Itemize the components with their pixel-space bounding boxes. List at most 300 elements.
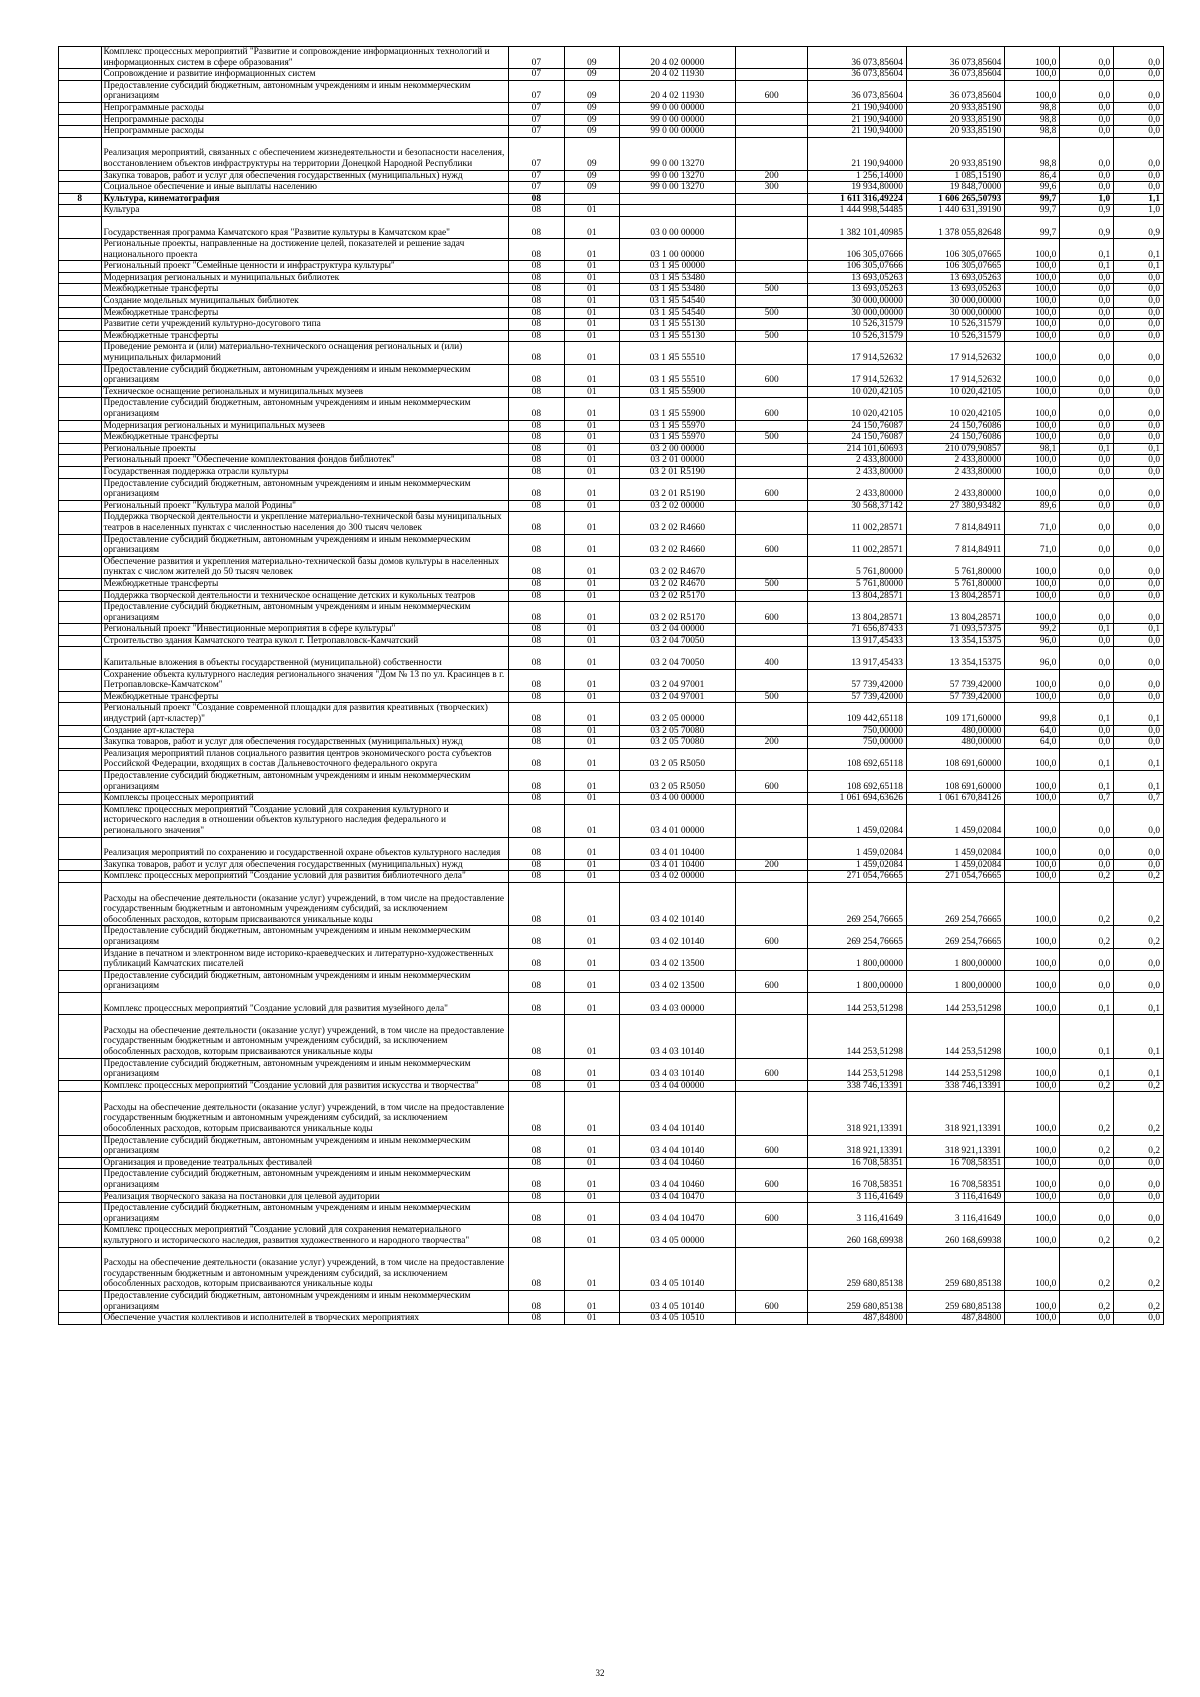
subsection-code-cell: 01 — [564, 420, 619, 432]
section-code-cell: 08 — [508, 420, 564, 432]
target-article-code-cell: 03 4 05 10510 — [619, 1313, 735, 1325]
table-row — [59, 1135, 1164, 1157]
row-number-cell — [59, 1313, 102, 1325]
actual-amount-cell: 106 305,07665 — [906, 239, 1004, 261]
expense-type-code-cell: 200 — [735, 170, 808, 182]
share-1-cell: 0,0 — [1060, 478, 1114, 500]
row-number-cell — [59, 500, 102, 512]
item-name-cell: Предоставление субсидий бюджетным, автономным учреждениям и иным некоммерческим организациям — [101, 1291, 508, 1313]
item-name-cell: Предоставление субсидий бюджетным, автономным учреждениям и иным некоммерческим организациям — [101, 534, 508, 556]
actual-amount-cell: 24 150,76086 — [906, 432, 1004, 444]
target-article-code-cell: 03 0 00 00000 — [619, 216, 735, 238]
target-article-code-cell: 03 2 04 00000 — [619, 624, 735, 636]
target-article-code-cell: 03 2 01 R5190 — [619, 478, 735, 500]
section-code-cell: 08 — [508, 703, 564, 725]
planned-amount-cell: 144 253,51298 — [808, 1058, 906, 1080]
item-name-cell: Расходы на обеспечение деятельности (оказание услуг) учреждений, в том числе на предоставление государственным бюджетным и автономным учреждениям субсидий, за исключением обособленных расходов, которым присваиваются уникальные коды — [101, 1092, 508, 1135]
share-1-cell: 0,0 — [1060, 1169, 1114, 1191]
share-2-cell: 0,1 — [1114, 624, 1164, 636]
actual-amount-cell: 1 378 055,82648 — [906, 216, 1004, 238]
row-number-cell — [59, 284, 102, 296]
expense-type-code-cell — [735, 126, 808, 138]
table-row — [59, 47, 1164, 69]
item-name-cell: Культура — [101, 205, 508, 217]
row-number-cell — [59, 364, 102, 386]
subsection-code-cell: 01 — [564, 261, 619, 273]
planned-amount-cell: 2 433,80000 — [808, 478, 906, 500]
row-number-cell — [59, 80, 102, 102]
planned-amount-cell: 1 459,02084 — [808, 859, 906, 871]
share-2-cell: 0,0 — [1114, 948, 1164, 970]
table-row — [59, 386, 1164, 398]
planned-amount-cell: 260 168,69938 — [808, 1225, 906, 1247]
actual-amount-cell: 3 116,41649 — [906, 1203, 1004, 1225]
actual-amount-cell: 3 116,41649 — [906, 1191, 1004, 1203]
share-1-cell: 0,0 — [1060, 804, 1114, 837]
item-name-cell: Развитие сети учреждений культурно-досугового типа — [101, 319, 508, 331]
subsection-code-cell: 01 — [564, 635, 619, 647]
section-code-cell: 07 — [508, 170, 564, 182]
row-number-cell — [59, 342, 102, 364]
actual-amount-cell: 1 085,15190 — [906, 170, 1004, 182]
item-name-cell: Создание арт-кластера — [101, 725, 508, 737]
planned-amount-cell: 10 020,42105 — [808, 386, 906, 398]
share-2-cell: 0,0 — [1114, 1157, 1164, 1169]
actual-amount-cell: 16 708,58351 — [906, 1169, 1004, 1191]
share-2-cell: 0,1 — [1114, 261, 1164, 273]
row-number-cell — [59, 272, 102, 284]
section-code-cell: 08 — [508, 837, 564, 859]
execution-percent-cell: 100,0 — [1005, 1169, 1060, 1191]
expense-type-code-cell — [735, 703, 808, 725]
actual-amount-cell: 2 433,80000 — [906, 466, 1004, 478]
actual-amount-cell: 1 800,00000 — [906, 948, 1004, 970]
item-name-cell: Межбюджетные трансферты — [101, 284, 508, 296]
item-name-cell: Строительство здания Камчатского театра кукол г. Петропавловск-Камчатский — [101, 635, 508, 647]
actual-amount-cell: 318 921,13391 — [906, 1092, 1004, 1135]
row-number-cell — [59, 837, 102, 859]
actual-amount-cell: 30 000,00000 — [906, 296, 1004, 308]
table-row — [59, 602, 1164, 624]
planned-amount-cell: 271 054,76665 — [808, 871, 906, 883]
expense-type-code-cell: 600 — [735, 398, 808, 420]
share-2-cell: 1,0 — [1114, 205, 1164, 217]
execution-percent-cell: 100,0 — [1005, 386, 1060, 398]
section-code-cell: 08 — [508, 1191, 564, 1203]
subsection-code-cell: 01 — [564, 837, 619, 859]
share-1-cell: 0,0 — [1060, 859, 1114, 871]
page-number: 32 — [595, 1668, 605, 1678]
expense-type-code-cell: 500 — [735, 691, 808, 703]
section-code-cell: 08 — [508, 1157, 564, 1169]
share-2-cell: 0,0 — [1114, 512, 1164, 534]
target-article-code-cell: 03 2 04 97001 — [619, 669, 735, 691]
target-article-code-cell: 03 4 01 10400 — [619, 837, 735, 859]
target-article-code-cell: 03 4 02 10140 — [619, 926, 735, 948]
expense-type-code-cell — [735, 272, 808, 284]
row-number-cell — [59, 970, 102, 992]
row-number-cell — [59, 534, 102, 556]
item-name-cell: Предоставление субсидий бюджетным, автономным учреждениям и иным некоммерческим организациям — [101, 80, 508, 102]
budget-table — [58, 46, 1164, 1325]
planned-amount-cell: 17 914,52632 — [808, 342, 906, 364]
subsection-code-cell: 01 — [564, 948, 619, 970]
expense-type-code-cell: 400 — [735, 647, 808, 669]
subsection-code-cell: 01 — [564, 1092, 619, 1135]
item-name-cell: Сохранение объекта культурного наследия регионального значения "Дом № 13 по ул. Красинцев в г. Петропавловске-Камчатском" — [101, 669, 508, 691]
actual-amount-cell: 36 073,85604 — [906, 69, 1004, 81]
planned-amount-cell: 21 190,94000 — [808, 114, 906, 126]
expense-type-code-cell — [735, 669, 808, 691]
item-name-cell: Комплекс процессных мероприятий "Развитие и сопровождение информационных технологий и информационных систем в сфере образования" — [101, 47, 508, 69]
target-article-code-cell: 03 1 Я5 55900 — [619, 398, 735, 420]
actual-amount-cell: 71 093,57375 — [906, 624, 1004, 636]
section-code-cell: 08 — [508, 534, 564, 556]
target-article-code-cell: 03 1 Я5 55130 — [619, 330, 735, 342]
table-body — [59, 47, 1164, 1325]
section-code-cell: 08 — [508, 1058, 564, 1080]
subsection-code-cell: 01 — [564, 1191, 619, 1203]
expense-type-code-cell — [735, 1015, 808, 1058]
subsection-code-cell: 01 — [564, 1080, 619, 1092]
share-2-cell: 0,0 — [1114, 602, 1164, 624]
target-article-code-cell: 03 1 Я5 55900 — [619, 386, 735, 398]
section-code-cell: 08 — [508, 669, 564, 691]
expense-type-code-cell — [735, 1080, 808, 1092]
table-row — [59, 748, 1164, 770]
execution-percent-cell: 100,0 — [1005, 1080, 1060, 1092]
share-2-cell: 0,2 — [1114, 926, 1164, 948]
table-row — [59, 771, 1164, 793]
target-article-code-cell: 03 4 02 00000 — [619, 871, 735, 883]
actual-amount-cell: 1 459,02084 — [906, 804, 1004, 837]
target-article-code-cell: 03 4 04 10460 — [619, 1169, 735, 1191]
execution-percent-cell: 100,0 — [1005, 1247, 1060, 1290]
target-article-code-cell: 03 2 05 R5050 — [619, 771, 735, 793]
row-number-cell — [59, 47, 102, 69]
section-code-cell: 08 — [508, 793, 564, 805]
share-1-cell: 0,0 — [1060, 420, 1114, 432]
expense-type-code-cell — [735, 102, 808, 114]
section-code-cell: 07 — [508, 80, 564, 102]
target-article-code-cell: 03 1 Я5 55130 — [619, 319, 735, 331]
actual-amount-cell: 2 433,80000 — [906, 455, 1004, 467]
share-2-cell: 0,2 — [1114, 871, 1164, 883]
target-article-code-cell: 20 4 02 00000 — [619, 47, 735, 69]
execution-percent-cell: 100,0 — [1005, 992, 1060, 1014]
expense-type-code-cell — [735, 590, 808, 602]
target-article-code-cell: 99 0 00 13270 — [619, 170, 735, 182]
execution-percent-cell: 99,8 — [1005, 703, 1060, 725]
share-2-cell: 0,0 — [1114, 534, 1164, 556]
section-code-cell: 08 — [508, 1247, 564, 1290]
share-2-cell: 0,0 — [1114, 80, 1164, 102]
execution-percent-cell: 71,0 — [1005, 512, 1060, 534]
target-article-code-cell: 03 2 04 97001 — [619, 691, 735, 703]
expense-type-code-cell — [735, 871, 808, 883]
section-code-cell: 08 — [508, 1135, 564, 1157]
section-code-cell: 08 — [508, 239, 564, 261]
item-name-cell: Издание в печатном и электронном виде историко-краеведческих и литературно-художественных публикаций Камчатских писателей — [101, 948, 508, 970]
row-number-cell — [59, 1191, 102, 1203]
subsection-code-cell: 01 — [564, 669, 619, 691]
share-2-cell: 0,2 — [1114, 1080, 1164, 1092]
subsection-code-cell: 01 — [564, 500, 619, 512]
execution-percent-cell: 100,0 — [1005, 47, 1060, 69]
table-row — [59, 193, 1164, 205]
share-1-cell: 0,0 — [1060, 398, 1114, 420]
share-1-cell: 0,1 — [1060, 748, 1114, 770]
expense-type-code-cell — [735, 193, 808, 205]
planned-amount-cell: 24 150,76087 — [808, 420, 906, 432]
expense-type-code-cell: 600 — [735, 771, 808, 793]
share-1-cell: 0,0 — [1060, 69, 1114, 81]
share-2-cell: 0,0 — [1114, 102, 1164, 114]
target-article-code-cell: 03 4 04 10140 — [619, 1092, 735, 1135]
table-row — [59, 691, 1164, 703]
expense-type-code-cell — [735, 443, 808, 455]
target-article-code-cell: 99 0 00 13270 — [619, 137, 735, 170]
share-2-cell: 0,0 — [1114, 272, 1164, 284]
row-number-cell — [59, 948, 102, 970]
expense-type-code-cell: 300 — [735, 182, 808, 194]
target-article-code-cell: 99 0 00 00000 — [619, 126, 735, 138]
subsection-code-cell: 01 — [564, 771, 619, 793]
target-article-code-cell: 03 2 04 70050 — [619, 635, 735, 647]
row-number-cell — [59, 398, 102, 420]
item-name-cell: Комплекс процессных мероприятий "Создание условий для развития искусства и творчества" — [101, 1080, 508, 1092]
row-number-cell — [59, 1092, 102, 1135]
share-1-cell: 0,2 — [1060, 1225, 1114, 1247]
share-1-cell: 0,0 — [1060, 182, 1114, 194]
actual-amount-cell: 13 693,05263 — [906, 272, 1004, 284]
execution-percent-cell: 98,8 — [1005, 102, 1060, 114]
row-number-cell — [59, 992, 102, 1014]
expense-type-code-cell — [735, 500, 808, 512]
share-2-cell: 0,0 — [1114, 69, 1164, 81]
expense-type-code-cell — [735, 261, 808, 273]
planned-amount-cell: 318 921,13391 — [808, 1135, 906, 1157]
table-row — [59, 703, 1164, 725]
actual-amount-cell: 13 804,28571 — [906, 590, 1004, 602]
row-number-cell — [59, 691, 102, 703]
share-1-cell: 0,0 — [1060, 80, 1114, 102]
subsection-code-cell: 01 — [564, 647, 619, 669]
table-row — [59, 126, 1164, 138]
execution-percent-cell: 100,0 — [1005, 669, 1060, 691]
share-1-cell: 0,1 — [1060, 1058, 1114, 1080]
share-2-cell: 0,0 — [1114, 386, 1164, 398]
section-code-cell: 08 — [508, 804, 564, 837]
planned-amount-cell: 1 459,02084 — [808, 804, 906, 837]
share-2-cell: 0,1 — [1114, 443, 1164, 455]
section-code-cell: 08 — [508, 364, 564, 386]
share-1-cell: 0,0 — [1060, 500, 1114, 512]
item-name-cell: Предоставление субсидий бюджетным, автономным учреждениям и иным некоммерческим организациям — [101, 1135, 508, 1157]
actual-amount-cell: 17 914,52632 — [906, 342, 1004, 364]
item-name-cell: Закупка товаров, работ и услуг для обеспечения государственных (муниципальных) нужд — [101, 170, 508, 182]
target-article-code-cell: 03 2 04 70050 — [619, 647, 735, 669]
target-article-code-cell: 03 2 01 R5190 — [619, 466, 735, 478]
subsection-code-cell: 01 — [564, 703, 619, 725]
item-name-cell: Модернизация региональных и муниципальных музеев — [101, 420, 508, 432]
table-row — [59, 647, 1164, 669]
row-number-cell — [59, 871, 102, 883]
share-2-cell: 0,0 — [1114, 182, 1164, 194]
execution-percent-cell: 100,0 — [1005, 882, 1060, 925]
share-2-cell: 0,0 — [1114, 170, 1164, 182]
section-code-cell: 08 — [508, 455, 564, 467]
table-row — [59, 296, 1164, 308]
row-number-cell — [59, 420, 102, 432]
item-name-cell: Региональные проекты, направленные на достижение целей, показателей и решение задач национального проекта — [101, 239, 508, 261]
subsection-code-cell: 01 — [564, 725, 619, 737]
share-2-cell: 0,0 — [1114, 590, 1164, 602]
subsection-code-cell: 01 — [564, 216, 619, 238]
share-2-cell: 0,0 — [1114, 1169, 1164, 1191]
item-name-cell: Государственная поддержка отрасли культуры — [101, 466, 508, 478]
share-1-cell: 0,0 — [1060, 272, 1114, 284]
share-2-cell: 0,0 — [1114, 647, 1164, 669]
share-1-cell: 0,0 — [1060, 1203, 1114, 1225]
actual-amount-cell: 1 459,02084 — [906, 859, 1004, 871]
share-1-cell: 0,0 — [1060, 590, 1114, 602]
item-name-cell: Предоставление субсидий бюджетным, автономным учреждениям и иным некоммерческим организациям — [101, 771, 508, 793]
section-code-cell: 08 — [508, 398, 564, 420]
planned-amount-cell: 10 020,42105 — [808, 398, 906, 420]
expense-type-code-cell — [735, 556, 808, 578]
actual-amount-cell: 27 380,93482 — [906, 500, 1004, 512]
share-2-cell: 0,0 — [1114, 578, 1164, 590]
item-name-cell: Предоставление субсидий бюджетным, автономным учреждениям и иным некоммерческим организациям — [101, 478, 508, 500]
planned-amount-cell: 16 708,58351 — [808, 1157, 906, 1169]
target-article-code-cell: 03 4 04 10470 — [619, 1203, 735, 1225]
execution-percent-cell: 99,6 — [1005, 182, 1060, 194]
table-row — [59, 1247, 1164, 1290]
row-number-cell — [59, 859, 102, 871]
share-2-cell: 0,0 — [1114, 47, 1164, 69]
target-article-code-cell: 03 1 Я5 00000 — [619, 261, 735, 273]
execution-percent-cell: 100,0 — [1005, 771, 1060, 793]
subsection-code-cell: 01 — [564, 330, 619, 342]
share-2-cell: 0,1 — [1114, 703, 1164, 725]
row-number-cell — [59, 455, 102, 467]
item-name-cell: Межбюджетные трансферты — [101, 691, 508, 703]
table-row — [59, 1225, 1164, 1247]
expense-type-code-cell — [735, 216, 808, 238]
expense-type-code-cell: 600 — [735, 1291, 808, 1313]
expense-type-code-cell — [735, 466, 808, 478]
execution-percent-cell: 100,0 — [1005, 319, 1060, 331]
execution-percent-cell: 100,0 — [1005, 420, 1060, 432]
execution-percent-cell: 100,0 — [1005, 970, 1060, 992]
share-2-cell: 0,1 — [1114, 992, 1164, 1014]
target-article-code-cell: 03 2 05 00000 — [619, 703, 735, 725]
row-number-cell — [59, 635, 102, 647]
share-1-cell: 0,9 — [1060, 216, 1114, 238]
section-code-cell: 08 — [508, 882, 564, 925]
row-number-cell — [59, 1247, 102, 1290]
table-row — [59, 578, 1164, 590]
row-number-cell — [59, 205, 102, 217]
planned-amount-cell: 24 150,76087 — [808, 432, 906, 444]
row-number-cell — [59, 261, 102, 273]
table-row — [59, 261, 1164, 273]
target-article-code-cell: 03 1 Я5 54540 — [619, 296, 735, 308]
item-name-cell: Комплекс процессных мероприятий "Создание условий для развития библиотечного дела" — [101, 871, 508, 883]
section-code-cell: 08 — [508, 948, 564, 970]
execution-percent-cell: 100,0 — [1005, 296, 1060, 308]
execution-percent-cell: 100,0 — [1005, 398, 1060, 420]
planned-amount-cell: 144 253,51298 — [808, 992, 906, 1014]
item-name-cell: Модернизация региональных и муниципальных библиотек — [101, 272, 508, 284]
actual-amount-cell: 269 254,76665 — [906, 926, 1004, 948]
table-row — [59, 590, 1164, 602]
actual-amount-cell: 144 253,51298 — [906, 1058, 1004, 1080]
planned-amount-cell: 269 254,76665 — [808, 882, 906, 925]
share-2-cell: 0,0 — [1114, 284, 1164, 296]
subsection-code-cell: 01 — [564, 624, 619, 636]
execution-percent-cell: 100,0 — [1005, 284, 1060, 296]
share-1-cell: 0,0 — [1060, 1157, 1114, 1169]
row-number-cell — [59, 239, 102, 261]
row-number-cell — [59, 137, 102, 170]
share-2-cell: 0,2 — [1114, 1291, 1164, 1313]
expense-type-code-cell — [735, 725, 808, 737]
table-row — [59, 859, 1164, 871]
target-article-code-cell: 03 4 02 13500 — [619, 970, 735, 992]
subsection-code-cell: 01 — [564, 466, 619, 478]
section-code-cell: 08 — [508, 330, 564, 342]
item-name-cell: Организация и проведение театральных фестивалей — [101, 1157, 508, 1169]
section-code-cell: 08 — [508, 319, 564, 331]
execution-percent-cell: 100,0 — [1005, 556, 1060, 578]
item-name-cell: Капитальные вложения в объекты государственной (муниципальной) собственности — [101, 647, 508, 669]
share-2-cell: 0,0 — [1114, 398, 1164, 420]
item-name-cell: Техническое оснащение региональных и муниципальных музеев — [101, 386, 508, 398]
share-2-cell: 1,1 — [1114, 193, 1164, 205]
target-article-code-cell: 03 2 02 R4660 — [619, 512, 735, 534]
execution-percent-cell: 98,8 — [1005, 114, 1060, 126]
planned-amount-cell: 10 526,31579 — [808, 330, 906, 342]
subsection-code-cell: 09 — [564, 182, 619, 194]
expense-type-code-cell: 600 — [735, 1169, 808, 1191]
share-1-cell: 0,2 — [1060, 1135, 1114, 1157]
table-row — [59, 466, 1164, 478]
share-1-cell: 0,1 — [1060, 771, 1114, 793]
planned-amount-cell: 487,84800 — [808, 1313, 906, 1325]
expense-type-code-cell: 500 — [735, 307, 808, 319]
row-number-cell — [59, 512, 102, 534]
execution-percent-cell: 86,4 — [1005, 170, 1060, 182]
planned-amount-cell: 750,00000 — [808, 737, 906, 749]
expense-type-code-cell: 600 — [735, 478, 808, 500]
section-code-cell: 08 — [508, 478, 564, 500]
row-number-cell — [59, 703, 102, 725]
expense-type-code-cell: 600 — [735, 602, 808, 624]
share-1-cell: 0,1 — [1060, 624, 1114, 636]
share-1-cell: 0,0 — [1060, 556, 1114, 578]
share-1-cell: 0,0 — [1060, 466, 1114, 478]
share-2-cell: 0,0 — [1114, 330, 1164, 342]
target-article-code-cell: 03 4 05 10140 — [619, 1291, 735, 1313]
table-row — [59, 443, 1164, 455]
expense-type-code-cell: 200 — [735, 859, 808, 871]
target-article-code-cell: 99 0 00 00000 — [619, 102, 735, 114]
subsection-code-cell: 09 — [564, 102, 619, 114]
share-1-cell: 0,1 — [1060, 443, 1114, 455]
expense-type-code-cell — [735, 137, 808, 170]
